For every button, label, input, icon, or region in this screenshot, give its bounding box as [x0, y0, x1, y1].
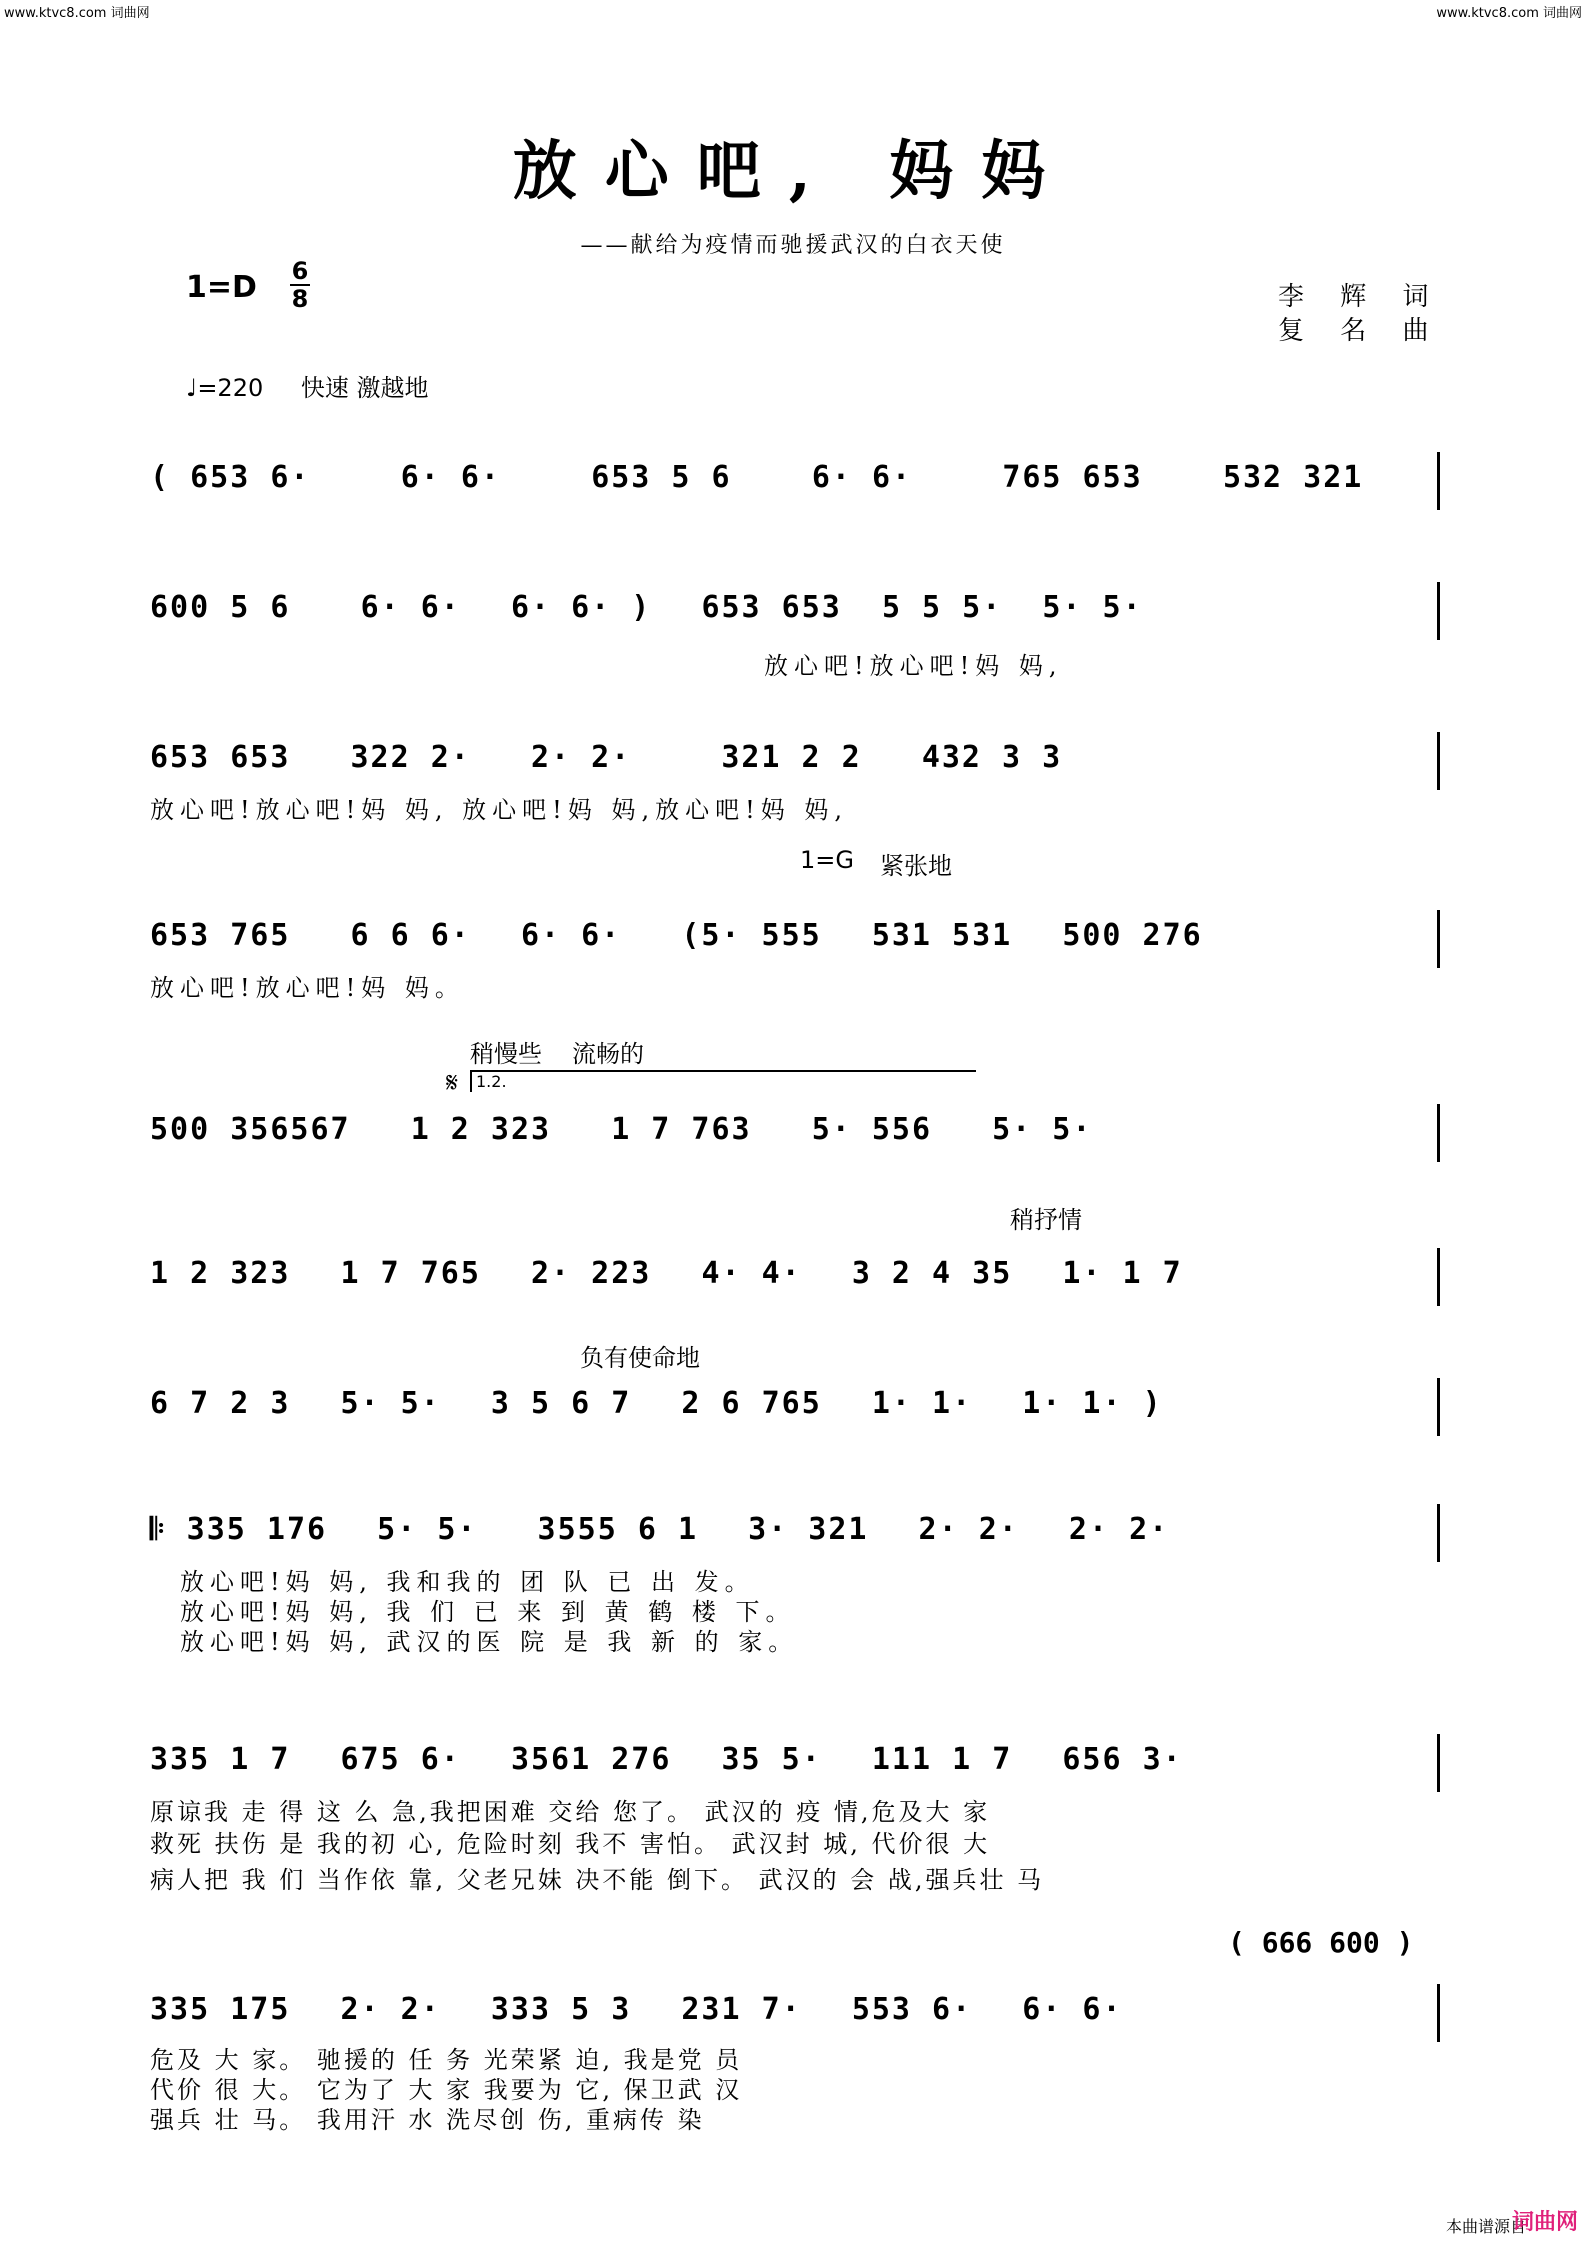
measure: 600 5 6	[150, 590, 291, 625]
measure: 335 175	[150, 1992, 291, 2027]
notes	[150, 1512, 1169, 1556]
measure: 1· 1· )	[1022, 1386, 1163, 1421]
measure: 6· 6·	[400, 460, 501, 495]
measure: 6 7 2 3	[150, 1386, 291, 1421]
tempo-mark: ♩=220	[186, 374, 264, 402]
measure: 531 531	[871, 918, 1013, 953]
measure: 675 6·	[340, 1742, 461, 1777]
volta-bracket	[470, 1070, 976, 1092]
direction-flowing: 流畅的	[572, 1040, 644, 1068]
measure: 5· 5·	[1042, 590, 1143, 625]
measure: 1 7 763	[611, 1112, 752, 1147]
watermark-left: www.ktvc8.com 词曲网	[4, 6, 150, 21]
lyrics-line: 代价 很 大。 它为了 大 家 我要为 它, 保卫武 汉	[150, 2076, 743, 2104]
measure: 111 1 7	[871, 1742, 1013, 1777]
measure: 3555 6 1	[537, 1512, 699, 1547]
lyrics-line: 病人把 我 们 当作依 靠, 父老兄妹 决不能 倒下。 武汉的 会 战,强兵壮 马	[150, 1866, 1045, 1894]
lyrics-line: 放心吧!放心吧!妈 妈。	[150, 974, 465, 1002]
page-title: 放心吧, 妈妈	[512, 134, 1074, 209]
measure: 6 6 6·	[350, 918, 471, 953]
measure: 321 2 2	[721, 740, 862, 775]
footer-source: 本曲谱源自	[1445, 2217, 1526, 2236]
subtitle: ——献给为疫情而驰援武汉的白衣天使	[580, 233, 1006, 258]
measure: 5· 5·	[992, 1112, 1093, 1147]
tempo	[186, 368, 429, 403]
notes	[150, 590, 1143, 634]
notation-row-2	[150, 590, 1440, 680]
measure: 553 6·	[851, 1992, 973, 2027]
watermark-right: www.ktvc8.com 词曲网	[1436, 6, 1582, 21]
measure: 3561 276	[510, 1742, 672, 1777]
barline	[1437, 1104, 1440, 1162]
measure: 1· 1 7	[1062, 1256, 1183, 1291]
measure: 2· 223	[531, 1256, 652, 1291]
measure: 1 2 323	[150, 1256, 291, 1291]
notation-row-8	[150, 1512, 1440, 1656]
measure: 2 6 765	[681, 1386, 822, 1421]
barline	[1437, 582, 1440, 640]
time-sig-bottom: 8	[291, 285, 309, 313]
measure: 1 2 323	[410, 1112, 552, 1147]
measure: 335 1 7	[150, 1742, 291, 1777]
measure: 656 3·	[1062, 1742, 1183, 1777]
direction-mission: 负有使命地	[580, 1344, 700, 1372]
barline	[1437, 1504, 1440, 1562]
barline	[1437, 732, 1440, 790]
time-sig-top: 6	[291, 257, 309, 285]
measure: 5· 556	[811, 1112, 933, 1147]
measure: 1· 1·	[871, 1386, 973, 1421]
measure: ( 653 6·	[150, 460, 311, 495]
barline	[1437, 910, 1440, 968]
tempo-text: 快速 激越地	[300, 374, 429, 402]
measure: 231 7·	[681, 1992, 802, 2027]
notation-row-4	[150, 918, 1440, 1002]
notation-row-9	[150, 1742, 1440, 1894]
notes	[150, 460, 1363, 504]
lyrics-line: 危及 大 家。 驰援的 任 务 光荣紧 迫, 我是党 员	[150, 2046, 743, 2074]
measure: 3· 321	[748, 1512, 869, 1547]
measure: 35 5·	[721, 1742, 822, 1777]
measure: 653 765	[150, 918, 291, 953]
lyrics-line: 强兵 壮 马。 我用汗 水 洗尽创 伤, 重病传 染	[150, 2106, 705, 2134]
measure: 765 653	[1002, 460, 1143, 495]
measure: 3 5 6 7	[490, 1386, 632, 1421]
key-signature: 1=D	[186, 270, 257, 305]
measure: 6· 6·	[360, 590, 461, 625]
lyrics-line: 放心吧!妈 妈, 武汉的医 院 是 我 新 的 家。	[180, 1628, 799, 1656]
lyrics-line: 原谅我 走 得 这 么 急,我把困难 交给 您了。 武汉的 疫 情,危及大 家	[150, 1798, 991, 1826]
composer: 复 名 曲	[1278, 316, 1443, 346]
measure: 322 2·	[350, 740, 471, 775]
notes	[150, 1256, 1183, 1300]
direction-lyrical: 稍抒情	[1010, 1206, 1082, 1234]
notes	[150, 1386, 1163, 1430]
measure: 6· 6·	[520, 918, 622, 953]
lyrics-line: 放心吧!妈 妈, 我和我的 团 队 已 出 发。	[180, 1568, 755, 1596]
notes	[150, 740, 1062, 784]
direction-tense: 紧张地	[880, 852, 952, 880]
footer-logo[interactable]: 词曲网	[1511, 2210, 1578, 2235]
measure: 6· 6·	[811, 460, 913, 495]
barline	[1437, 1984, 1440, 2042]
barline	[1437, 1248, 1440, 1306]
measure: 500 356567	[150, 1112, 351, 1147]
measure: 5· 5·	[377, 1512, 478, 1547]
notes	[150, 1112, 1092, 1156]
measure: 653 653	[701, 590, 842, 625]
key-change: 1=G	[800, 846, 854, 874]
measure: 6· 6· )	[510, 590, 652, 625]
measure: 𝄆 335 176	[150, 1512, 328, 1547]
notation-row-6	[150, 1256, 1440, 1316]
lyrics-line: 放心吧!妈 妈, 我 们 已 来 到 黄 鹤 楼 下。	[180, 1598, 796, 1626]
measure: 2· 2·	[918, 1512, 1019, 1547]
notation-row-10	[150, 1992, 1440, 2134]
segno-sign: 𝄋	[446, 1066, 459, 1099]
notes	[150, 1992, 1123, 2036]
measure: 532 321	[1222, 460, 1364, 495]
barline	[1437, 1734, 1440, 1792]
volta-label: 1.2.	[476, 1072, 507, 1091]
measure: 4· 4·	[701, 1256, 802, 1291]
interlude-notes: ( 666 600 )	[1228, 1926, 1414, 1959]
measure: 2· 2·	[340, 1992, 441, 2027]
lyrics-line: 放心吧!放心吧!妈 妈, 放心吧!妈 妈,放心吧!妈 妈,	[150, 796, 848, 824]
measure: 6· 6·	[1022, 1992, 1123, 2027]
measure: 1 7 765	[340, 1256, 481, 1291]
measure: 3 2 4 35	[851, 1256, 1013, 1291]
measure: 5· 5·	[340, 1386, 441, 1421]
notation-row-7	[150, 1386, 1440, 1446]
notes	[150, 1742, 1183, 1786]
notation-row-1	[150, 460, 1440, 520]
measure: 500 276	[1062, 918, 1203, 953]
measure: 432 3 3	[921, 740, 1063, 775]
measure: 333 5 3	[490, 1992, 632, 2027]
barline	[1437, 452, 1440, 510]
notation-row-5	[150, 1112, 1440, 1172]
barline	[1437, 1378, 1440, 1436]
measure: 2· 2·	[530, 740, 632, 775]
direction-slower: 稍慢些	[470, 1040, 542, 1068]
measure: (5· 555	[681, 918, 822, 953]
lyrics-line: 放心吧!放心吧!妈 妈,	[764, 652, 1063, 680]
measure: 653 653	[150, 740, 291, 775]
time-signature	[288, 258, 312, 312]
lyrics-line: 救死 扶伤 是 我的初 心, 危险时刻 我不 害怕。 武汉封 城, 代价很 大	[150, 1830, 991, 1858]
notation-row-3	[150, 740, 1440, 824]
measure: 2· 2·	[1068, 1512, 1170, 1547]
lyricist: 李 辉 词	[1278, 282, 1443, 312]
measure: 653 5 6	[591, 460, 732, 495]
notes	[150, 918, 1203, 962]
measure: 5 5 5·	[881, 590, 1003, 625]
